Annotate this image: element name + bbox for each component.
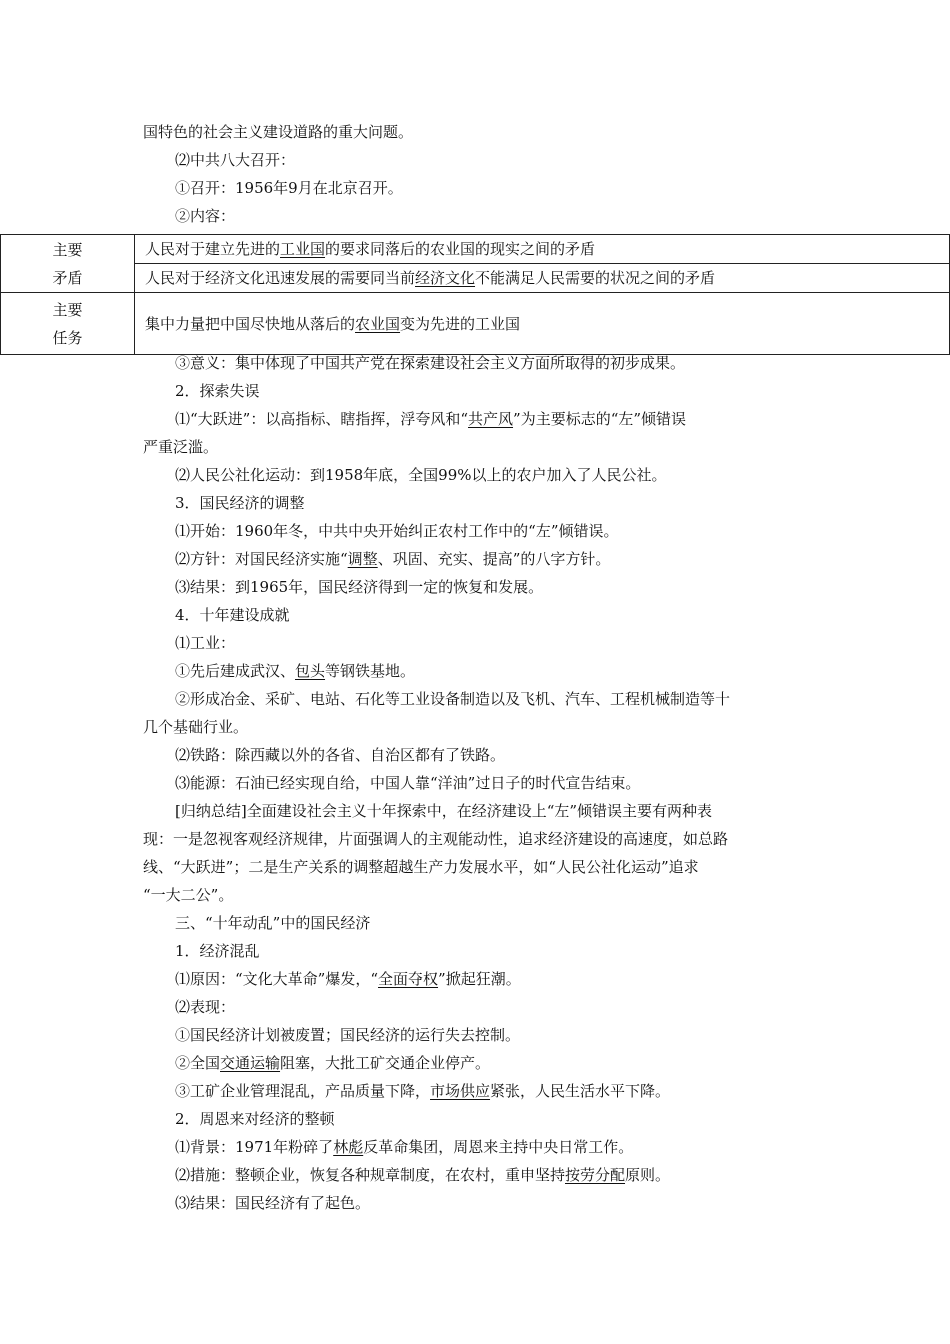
key-term: 调整 [347,550,378,568]
paragraph-line: ①召开：1956年9月在北京召开。 [175,179,403,197]
key-term: 市场供应 [430,1082,491,1100]
table-row [1,264,950,293]
summary-line: “一大二公”。 [143,886,234,904]
table-cell: 集中力量把中国尽快地从落后的农业国变为先进的工业国 [135,293,950,355]
section-heading: 2．周恩来对经济的整顿 [175,1110,335,1128]
paragraph-line: ⑵人民公社化运动：到1958年底，全国99%以上的农户加入了人民公社。 [175,466,667,484]
section-heading: 3．国民经济的调整 [175,494,305,512]
paragraph-line: ⑵铁路：除西藏以外的各省、自治区都有了铁路。 [175,746,506,764]
key-term: 农业国 [355,314,401,333]
table-cell: 人民对于经济文化迅速发展的需要同当前经济文化不能满足人民需要的状况之间的矛盾 [135,264,950,293]
section-heading: 三、“十年动乱”中的国民经济 [175,914,371,932]
key-term: 工业国 [280,240,326,258]
paragraph-line: ⑴原因：“文化大革命”爆发，“全面夺权”掀起狂潮。 [175,970,521,988]
summary-line: [归纳总结]全面建设社会主义十年探索中，在经济建设上“左”倾错误主要有两种表 [175,802,713,820]
paragraph-line: ⑴“大跃进”：以高指标、瞎指挥，浮夸风和“共产风”为主要标志的“左”倾错误 [175,410,687,428]
key-term: 包头 [295,662,326,680]
summary-line: 线、“大跃进”；二是生产关系的调整超越生产力发展水平，如“人民公社化运动”追求 [143,858,699,876]
paragraph-line: ⑶结果：国民经济有了起色。 [175,1194,371,1212]
paragraph-line: ③意义：集中体现了中国共产党在探索建设社会主义方面所取得的初步成果。 [175,354,686,372]
paragraph-line: ②内容： [175,207,236,225]
paragraph-line: ⑶结果：到1965年，国民经济得到一定的恢复和发展。 [175,578,544,596]
table-head-cell: 主要 任务 [1,293,135,355]
paragraph-line: ①国民经济计划被废置；国民经济的运行失去控制。 [175,1026,521,1044]
section-heading: 1．经济混乱 [175,942,260,960]
key-term: 共产风 [468,410,514,428]
content-table [0,234,950,355]
paragraph-line: ②形成冶金、采矿、电站、石化等工业设备制造以及飞机、汽车、工程机械制造等十 [175,690,731,708]
key-term: 林彪 [333,1138,364,1156]
table-row [1,235,950,264]
section-heading: 4．十年建设成就 [175,606,290,624]
paragraph-line: ⑴工业： [175,634,236,652]
table-row [1,293,950,355]
table-cell: 人民对于建立先进的工业国的要求同落后的农业国的现实之间的矛盾 [135,235,950,264]
summary-line: 现：一是忽视客观经济规律，片面强调人的主观能动性，追求经济建设的高速度，如总路 [143,830,729,848]
paragraph-line: ①先后建成武汉、包头等钢铁基地。 [175,662,416,680]
paragraph-line: ⑴开始：1960年冬，中共中央开始纠正农村工作中的“左”倾错误。 [175,522,619,540]
paragraph-line: 严重泛滥。 [143,438,219,456]
key-term: 按劳分配 [565,1166,626,1184]
paragraph-line: ⑵表现： [175,998,236,1016]
paragraph-line: ⑵措施：整顿企业，恢复各种规章制度，在农村，重申坚持按劳分配原则。 [175,1166,671,1184]
paragraph-line: ③工矿企业管理混乱，产品质量下降，市场供应紧张，人民生活水平下降。 [175,1082,671,1100]
paragraph-line: ⑶能源：石油已经实现自给，中国人靠“洋油”过日子的时代宣告结束。 [175,774,641,792]
paragraph-line: 几个基础行业。 [143,718,249,736]
paragraph-line: ⑵中共八大召开： [175,151,296,169]
paragraph-line: ⑵方针：对国民经济实施“调整、巩固、充实、提高”的八字方针。 [175,550,611,568]
paragraph-line: ②全国交通运输阻塞，大批工矿交通企业停产。 [175,1054,491,1072]
section-heading: 2．探索失误 [175,382,260,400]
paragraph-line: 国特色的社会主义建设道路的重大问题。 [143,123,414,141]
table-head-cell: 主要 矛盾 [1,235,135,293]
key-term: 经济文化 [415,269,476,287]
paragraph-line: ⑴背景：1971年粉碎了林彪反革命集团，周恩来主持中央日常工作。 [175,1138,634,1156]
key-term: 全面夺权 [378,970,439,988]
key-term: 交通运输 [220,1054,281,1072]
